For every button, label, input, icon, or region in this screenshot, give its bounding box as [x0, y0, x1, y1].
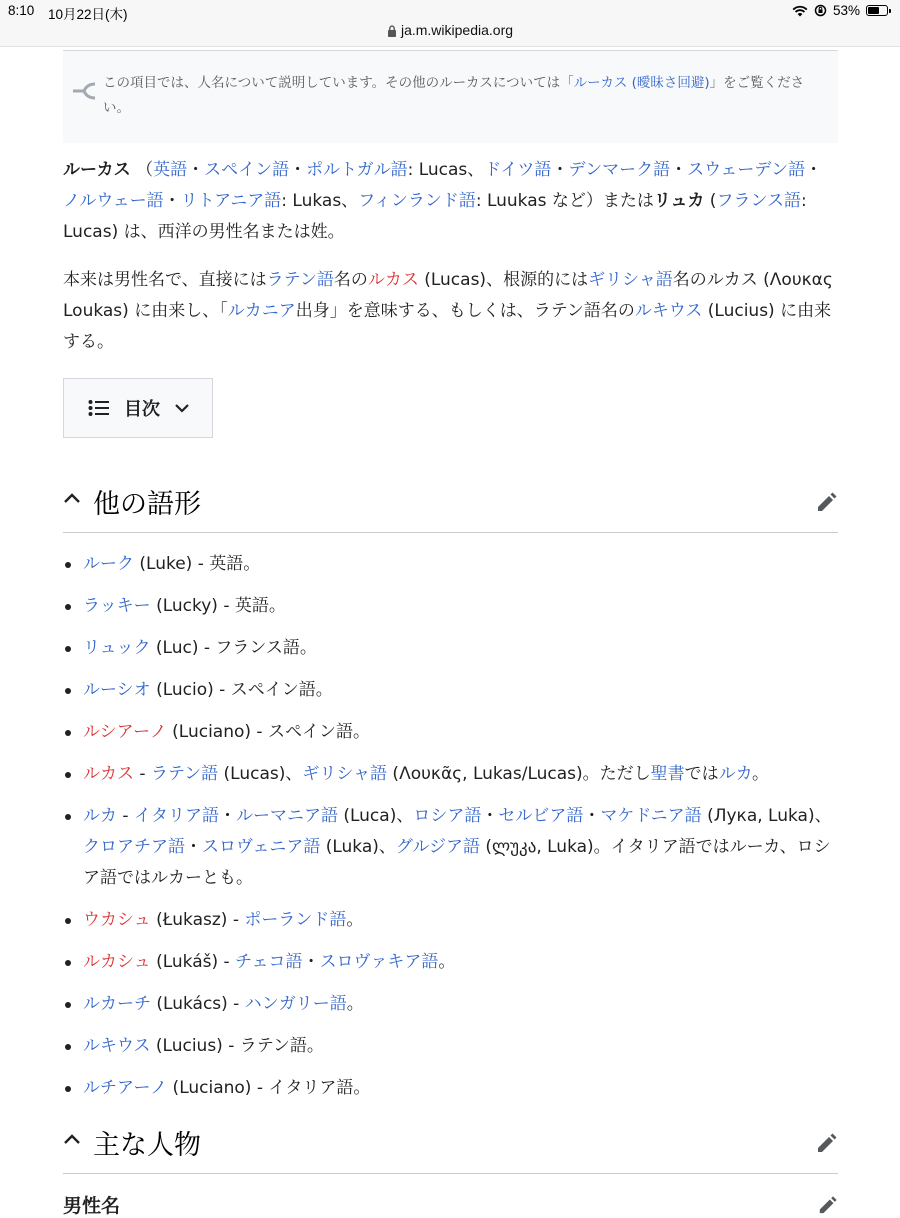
- url-text: ja.m.wikipedia.org: [400, 22, 514, 38]
- link-danish[interactable]: デンマーク語: [568, 160, 671, 180]
- link-lucius[interactable]: ルキウス: [83, 1036, 151, 1056]
- text: 。: [438, 952, 456, 972]
- list-item: [83, 1031, 838, 1062]
- list-item: [83, 591, 838, 622]
- text: -: [117, 806, 134, 826]
- orientation-lock-icon: [814, 4, 827, 17]
- link-italian[interactable]: イタリア語: [133, 806, 219, 826]
- link-czech[interactable]: チェコ語: [235, 952, 303, 972]
- edit-pencil-icon[interactable]: [818, 1195, 838, 1215]
- text: （: [136, 160, 154, 180]
- url-bar[interactable]: [0, 22, 900, 38]
- redlink-lucas[interactable]: ルカス: [367, 270, 419, 290]
- redlink-lucas[interactable]: ルカス: [83, 764, 134, 784]
- text: (Luca)、: [337, 806, 414, 826]
- text: 。: [751, 764, 769, 784]
- text: (Лука, Luka)、: [701, 806, 832, 826]
- hatnote-text-after: 」をご覧ください。: [103, 75, 805, 116]
- link-slovak[interactable]: スロヴァキア語: [319, 952, 439, 972]
- other-forms-list: [63, 549, 838, 1104]
- redlink-luciano[interactable]: ルシアーノ: [83, 722, 167, 742]
- link-luka[interactable]: ルカ: [718, 764, 752, 784]
- link-luke[interactable]: ルーク: [83, 554, 134, 574]
- list-item: [83, 675, 838, 706]
- edit-pencil-icon[interactable]: [816, 1132, 838, 1154]
- text: : Lucas) は、西洋の男性名または姓。: [63, 191, 807, 242]
- text: (Luciano) - スペイン語。: [166, 722, 370, 742]
- link-greek[interactable]: ギリシャ語: [302, 764, 388, 784]
- text: (Luc) - フランス語。: [150, 638, 317, 658]
- link-luc[interactable]: リュック: [83, 638, 151, 658]
- text: (Łukasz) -: [150, 910, 245, 930]
- separator: ・: [185, 837, 202, 857]
- lock-icon: [387, 25, 397, 37]
- text: 。: [346, 994, 364, 1014]
- article-content: [63, 50, 838, 1218]
- text: : Luukas など）または: [475, 191, 654, 211]
- subsection-title: 男性名: [63, 1195, 121, 1217]
- list-item: [83, 549, 838, 580]
- intro-paragraph: [63, 155, 838, 248]
- battery-percent: 53%: [832, 3, 860, 18]
- link-greek[interactable]: ギリシャ語: [588, 270, 673, 290]
- link-french[interactable]: フランス語: [716, 191, 801, 211]
- text: (Lucio) - スペイン語。: [150, 680, 333, 700]
- text: では: [684, 764, 719, 784]
- list-item: [83, 947, 838, 978]
- text: (Luciano) - イタリア語。: [167, 1078, 371, 1098]
- article-subject: ルーカス: [63, 160, 131, 180]
- list-item: [83, 1073, 838, 1104]
- text: 名のルカス (Λουκας Loukas) に由来し、「: [63, 270, 833, 321]
- section-title: 主な人物: [93, 1130, 201, 1161]
- section-heading-notable-people[interactable]: [63, 1115, 838, 1174]
- disambiguation-icon: [71, 81, 97, 101]
- link-lucania[interactable]: ルカニア: [227, 301, 296, 321]
- link-polish[interactable]: ポーランド語: [244, 910, 347, 930]
- subsection-heading-male: [63, 1191, 838, 1218]
- link-croatian[interactable]: クロアチア語: [83, 837, 185, 857]
- text: (Luka)、: [320, 837, 396, 857]
- link-english[interactable]: 英語: [153, 160, 188, 180]
- text: (Lucky) - 英語。: [150, 596, 286, 616]
- chevron-up-icon: [63, 1133, 81, 1145]
- link-swedish[interactable]: スウェーデン語: [687, 160, 806, 180]
- list-item: [83, 989, 838, 1020]
- text: (: [704, 191, 717, 211]
- text: 。: [346, 910, 364, 930]
- alt-name: リュカ: [653, 191, 705, 211]
- section-title: 他の語形: [93, 489, 201, 520]
- link-macedonian[interactable]: マケドニア語: [600, 806, 702, 826]
- browser-top-bar: [0, 0, 900, 47]
- list-item: [83, 717, 838, 748]
- redlink-lukas[interactable]: ルカシュ: [83, 952, 151, 972]
- link-lucius[interactable]: ルキウス: [634, 301, 703, 321]
- status-date: 10月22日(木): [48, 7, 128, 22]
- link-slovene[interactable]: スロヴェニア語: [202, 837, 321, 857]
- link-latin[interactable]: ラテン語: [150, 764, 219, 784]
- link-lucky[interactable]: ラッキー: [83, 596, 151, 616]
- hatnote-disambiguation-link[interactable]: ルーカス (曖昧さ回避): [573, 75, 710, 91]
- text: 本来は男性名で、直接には: [63, 270, 267, 290]
- text: (Luke) - 英語。: [134, 554, 261, 574]
- link-finnish[interactable]: フィンランド語: [358, 191, 476, 211]
- text: 出身」を意味する、もしくは、ラテン語名の: [295, 301, 635, 321]
- disambiguation-hatnote: [63, 50, 838, 143]
- separator: ・: [481, 806, 499, 826]
- link-serbian[interactable]: セルビア語: [498, 806, 584, 826]
- toc-button[interactable]: [63, 378, 213, 438]
- origin-paragraph: [63, 265, 838, 358]
- separator: ・: [187, 160, 205, 180]
- link-norwegian[interactable]: ノルウェー語: [63, 191, 164, 211]
- hatnote-text: [103, 71, 823, 121]
- toc-label: 目次: [124, 399, 160, 420]
- link-hungarian[interactable]: ハンガリー語: [244, 994, 347, 1014]
- separator: ・: [302, 952, 320, 972]
- edit-pencil-icon[interactable]: [816, 491, 838, 513]
- text: (ლუკა, Luka)。イタリア語ではルーカ、ロシア語ではルカーとも。: [83, 837, 831, 888]
- chevron-up-icon: [63, 492, 81, 504]
- link-lithuanian[interactable]: リトアニア語: [180, 191, 282, 211]
- list-icon: [88, 399, 110, 417]
- text: : Lukas、: [281, 191, 359, 211]
- status-indicators: [792, 3, 888, 18]
- link-german[interactable]: ドイツ語: [484, 160, 552, 180]
- hatnote-text-before: この項目では、人名について説明しています。その他のルーカスについては「: [103, 75, 574, 91]
- link-lukacs[interactable]: ルカーチ: [83, 994, 151, 1014]
- list-item: [83, 759, 838, 790]
- list-item: [83, 905, 838, 936]
- text: (Lucius) - ラテン語。: [150, 1036, 324, 1056]
- link-portuguese[interactable]: ポルトガル語: [306, 160, 408, 180]
- separator: ・: [583, 806, 601, 826]
- section-heading-other-forms[interactable]: [63, 474, 838, 533]
- list-item: [83, 801, 838, 894]
- link-lucio[interactable]: ルーシオ: [83, 680, 151, 700]
- link-romanian[interactable]: ルーマニア語: [235, 806, 338, 826]
- text: 名の: [333, 270, 368, 290]
- text: (Lucas)、根源的には: [418, 270, 589, 290]
- link-georgian[interactable]: グルジア語: [395, 837, 480, 857]
- battery-level: [868, 7, 879, 14]
- redlink-lukasz[interactable]: ウカシュ: [83, 910, 151, 930]
- separator: ・: [289, 160, 307, 180]
- text: (Λουκᾶς, Lukas/Lucas)。ただし: [387, 764, 651, 784]
- separator: ・: [670, 160, 688, 180]
- link-bible[interactable]: 聖書: [650, 764, 685, 784]
- text: (Lukáš) -: [150, 952, 236, 972]
- chevron-down-icon: [174, 403, 190, 413]
- separator: ・: [551, 160, 569, 180]
- link-latin[interactable]: ラテン語: [266, 270, 334, 290]
- text: (Lukács) -: [151, 994, 245, 1014]
- status-time: 8:10: [8, 3, 35, 18]
- text: : Lucas、: [407, 160, 485, 180]
- separator: ・: [805, 160, 823, 180]
- wifi-icon: [792, 5, 808, 17]
- battery-icon: [866, 5, 888, 16]
- separator: ・: [163, 191, 181, 211]
- list-item: [83, 633, 838, 664]
- text: (Lucius) に由来する。: [63, 301, 832, 352]
- text: -: [134, 764, 151, 784]
- link-luciano-it[interactable]: ルチアーノ: [83, 1078, 168, 1098]
- separator: ・: [218, 806, 236, 826]
- link-luka[interactable]: ルカ: [83, 806, 117, 826]
- link-russian[interactable]: ロシア語: [413, 806, 482, 826]
- text: (Lucas)、: [218, 764, 303, 784]
- link-spanish[interactable]: スペイン語: [204, 160, 290, 180]
